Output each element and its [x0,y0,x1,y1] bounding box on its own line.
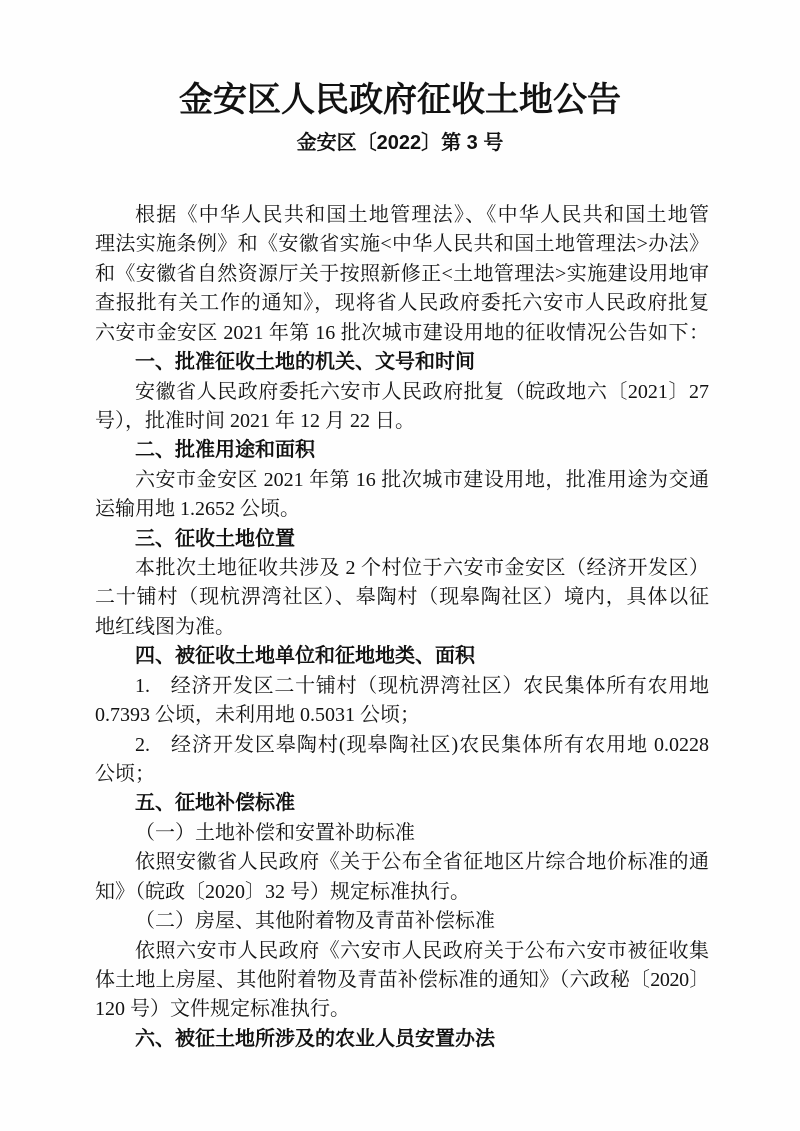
subsection-heading: （二）房屋、其他附着物及青苗补偿标准 [135,910,495,933]
paragraph-line: 120 号）文件规定标准执行。 [95,998,350,1021]
paragraph-line: 和《安徽省自然资源厅关于按照新修正<土地管理法>实施建设用地审 [95,262,709,285]
paragraph-line: 六安市金安区 2021 年第 16 批次城市建设用地的征收情况公告如下： [95,321,709,344]
land-item [95,672,709,731]
paragraph-line: 地红线图为准。 [95,615,235,638]
paragraph-line: 体土地上房屋、其他附着物及青苗补偿标准的通知》（六政秘〔2020〕 [95,968,709,991]
paragraph-line: 知》（皖政〔2020〕32 号）规定标准执行。 [95,880,470,903]
paragraph-line: 查报批有关工作的通知》，现将省人民政府委托六安市人民政府批复 [95,292,709,315]
paragraph-line: 六安市金安区 2021 年第 16 批次城市建设用地，批准用途为交通 [135,468,709,491]
subsection-heading: （一）土地补偿和安置补助标准 [135,821,415,844]
section-heading: 一、批准征收土地的机关、文号和时间 [135,351,475,374]
paragraph-line: 依照六安市人民政府《六安市人民政府关于公布六安市被征收集 [135,939,709,962]
section-heading: 二、批准用途和面积 [135,439,315,462]
document-title: 金安区人民政府征收土地公告 [179,81,621,119]
subsection-land-compensation [95,819,709,907]
land-item [95,731,709,790]
paragraph-line [95,731,709,760]
section-heading: 四、被征收土地单位和征地地类、面积 [135,645,475,668]
section-location [95,525,709,643]
section-heading: 五、征地补偿标准 [135,792,295,815]
item-number: 2. [135,733,150,756]
section-resettlement [95,1025,709,1054]
document-body [95,201,709,1054]
section-approval-authority [95,348,709,436]
section-compensation [95,789,709,1024]
document-number: 金安区〔2022〕第 3 号 [296,132,504,154]
paragraph-line: 运输用地 1.2652 公顷。 [95,498,300,521]
paragraph-line: 公顷； [95,763,155,786]
paragraph-line: 依照安徽省人民政府《关于公布全省征地区片综合地价标准的通 [135,851,709,874]
paragraph-line: 本批次土地征收共涉及 2 个村位于六安市金安区（经济开发区） [135,557,709,580]
section-purpose-area [95,436,709,524]
paragraph-line: 0.7393 公顷，未利用地 0.5031 公顷； [95,704,420,727]
paragraph-line [95,672,709,701]
paragraph-line: 号），批准时间 2021 年 12 月 22 日。 [95,409,415,432]
subsection-housing-compensation [95,907,709,1025]
item-text: 经济开发区二十铺村（现杭淠湾社区）农民集体所有农用地 [170,674,709,697]
paragraph-line: 二十铺村（现杭淠湾社区）、皋陶村（现皋陶社区）境内，具体以征 [95,586,709,609]
intro-paragraph [95,201,709,348]
paragraph-line: 安徽省人民政府委托六安市人民政府批复（皖政地六〔2021〕27 [135,380,709,403]
section-heading: 三、征收土地位置 [135,527,295,550]
paragraph-line: 理法实施条例》和《安徽省实施<中华人民共和国土地管理法>办法》 [95,233,709,256]
section-land-units [95,642,709,789]
item-text: 经济开发区皋陶村(现皋陶社区)农民集体所有农用地 0.0228 [170,733,709,756]
item-number: 1. [135,674,150,697]
section-heading: 六、被征土地所涉及的农业人员安置办法 [135,1027,495,1050]
paragraph-line: 根据《中华人民共和国土地管理法》、《中华人民共和国土地管 [135,204,709,226]
